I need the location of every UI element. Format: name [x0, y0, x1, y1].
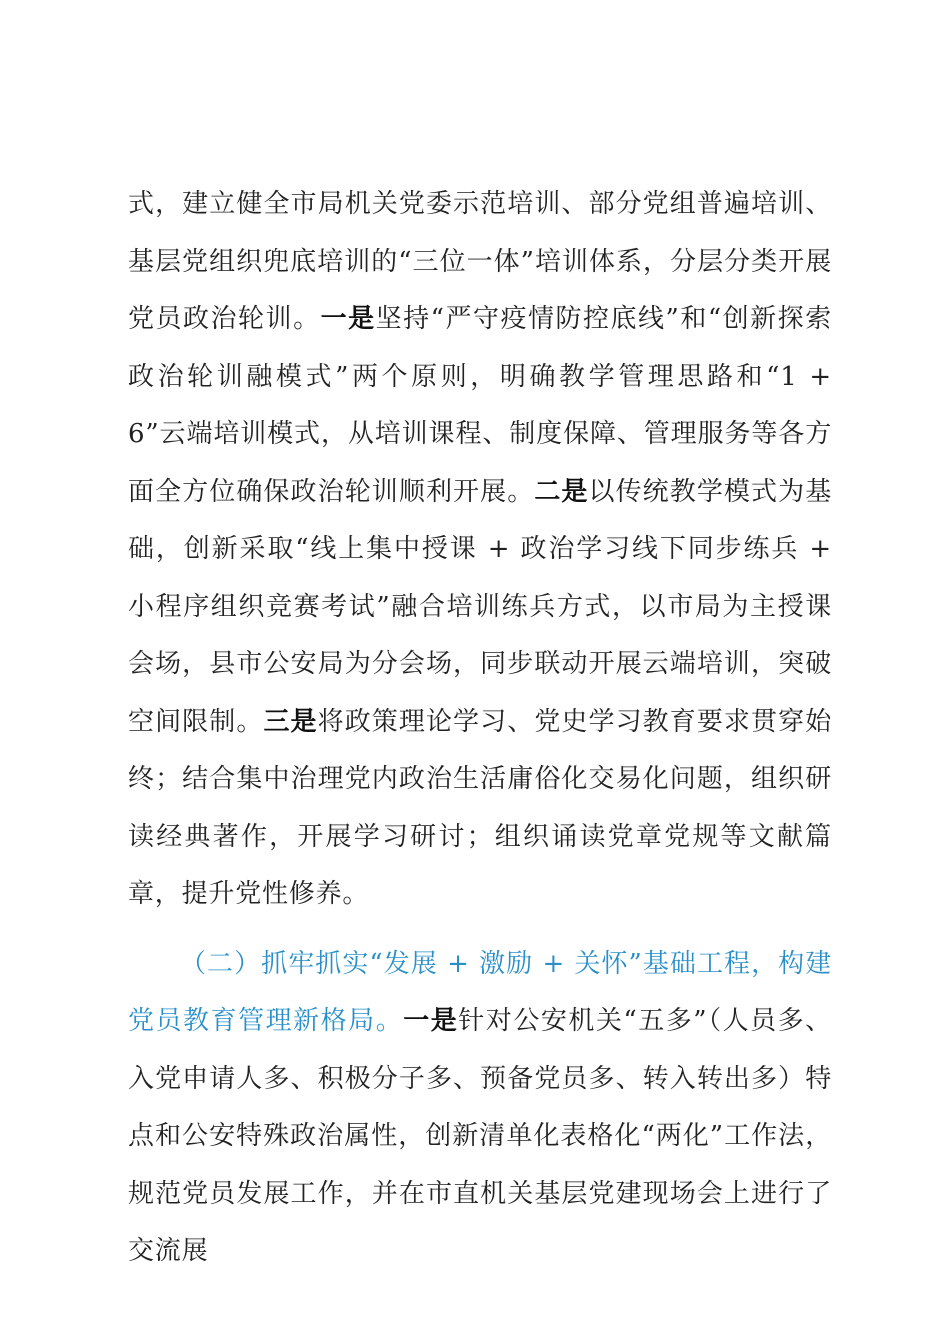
paragraph-2-point-1-label: 一是 [403, 1006, 459, 1036]
paragraph-1-text-4: 将政策理论学习、党史学习教育要求贯穿始终；结合集中治理党内政治生活庸俗化交易化问题，组织研读经典著作，开展学习研讨；组织诵读党章党规等文献篇章，提升党性修养。 [128, 706, 832, 909]
document-page [128, 176, 832, 1281]
paragraph-1-point-3-label: 三是 [263, 706, 318, 737]
paragraph-2-text-1: 针对公安机关“五多”（人员多、入党申请人多、积极分子多、预备党员多、转入转出多）特点和公安特殊政治属性，创新清单化表格化“两化”工作法，规范党员发展工作，并在市直机关基层党建现场会上进行了交流展 [128, 1006, 832, 1266]
paragraph-1-text-2: 坚持“严守疫情防控底线”和“创新探索政治轮训融模式”两个原则，明确教学管理思路和“1 + 6”云端培训模式，从培训课程、制度保障、管理服务等各方面全方位确保政治轮训顺利开展。 [128, 304, 832, 507]
paragraph-1-point-2-label: 二是 [534, 476, 589, 507]
paragraph-1 [128, 176, 832, 924]
section-heading: （二）抓牢抓实“发展 + 激励 + 关怀”基础工程，构建党员教育管理新格局。 [128, 948, 832, 1036]
paragraph-1-text-3: 以传统教学模式为基础，创新采取“线上集中授课 + 政治学习线下同步练兵 + 小程序组织竞赛考试”融合培训练兵方式，以市局为主授课会场，县市公安局为分会场，同步联动开展云端培训，突破空间限制。 [128, 476, 832, 737]
paragraph-2 [128, 936, 832, 1281]
paragraph-1-text-1: 式，建立健全市局机关党委示范培训、部分党组普遍培训、基层党组织兜底培训的“三位一体”培训体系，分层分类开展党员政治轮训。 [128, 189, 832, 334]
paragraph-1-point-1-label: 一是 [320, 304, 376, 334]
